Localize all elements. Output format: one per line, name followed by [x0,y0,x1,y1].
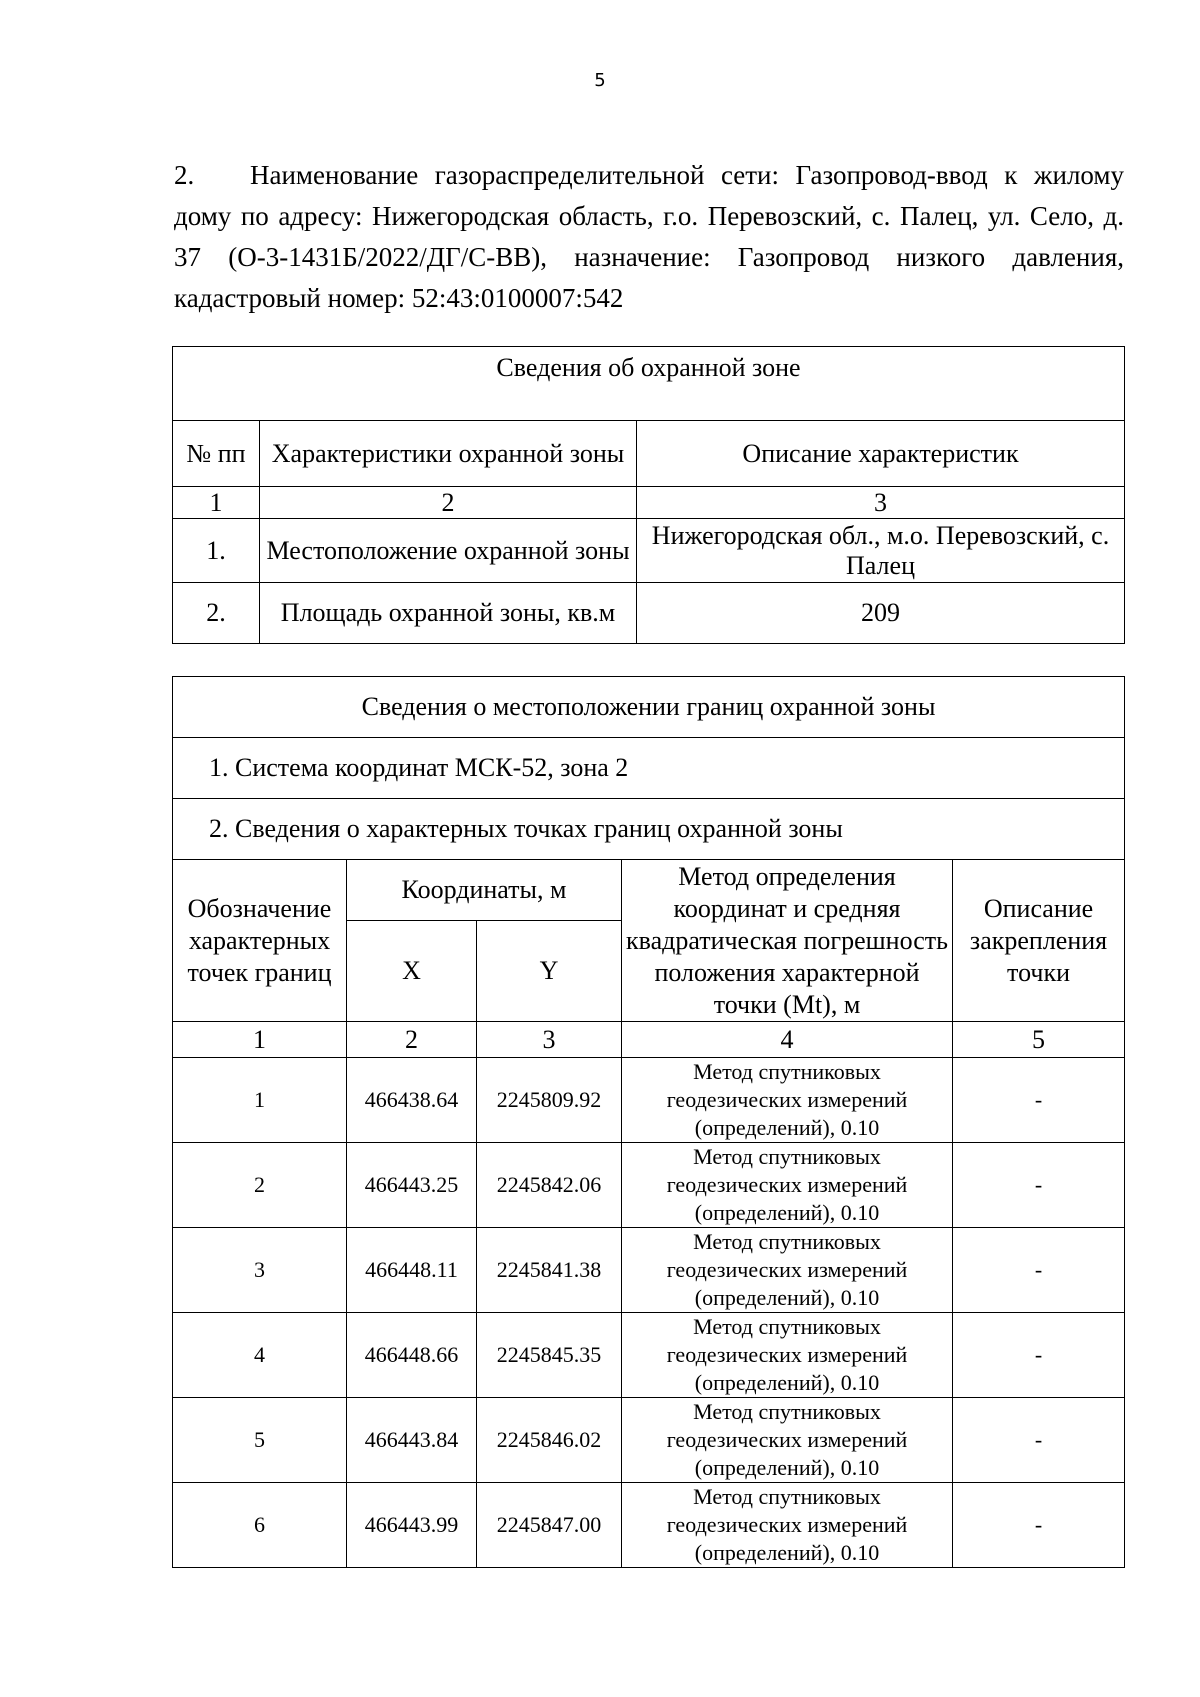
header-x: X [347,921,477,1022]
point-method: Метод спутниковых геодезических измерений (определений), 0.10 [622,1483,953,1568]
header-method: Метод определения координат и средняя квадратическая погрешность положения характерной точки (Mt), м [622,860,953,1022]
point-x: 466443.84 [347,1398,477,1483]
point-description: - [953,1313,1125,1398]
intro-text: Наименование газораспределительной сети: Газопровод-ввод к жилому дому по адресу: Нижегородская область, г.о. Перевозский, с. Палец, ул. Село, д. 37 (О-3-1431Б/2022/ДГ/С-ВВ), назначение: Газопровод низкого давления, кадастровый номер: 52:43:0100007:542 [174,160,1124,313]
intro-paragraph [174,155,1124,319]
point-y: 2245847.00 [477,1483,622,1568]
point-id: 5 [173,1398,347,1483]
boundary-col-number: 5 [953,1022,1125,1058]
boundary-col-number: 3 [477,1022,622,1058]
zone-header-number: № пп [173,421,260,487]
table-row [173,1143,1125,1228]
point-y: 2245841.38 [477,1228,622,1313]
boundary-table-title: Сведения о местоположении границ охранной зоны [173,677,1125,738]
header-description: Описание закрепления точки [953,860,1125,1022]
boundary-points-table [172,676,1125,1568]
boundary-col-number: 2 [347,1022,477,1058]
point-id: 1 [173,1058,347,1143]
point-method: Метод спутниковых геодезических измерений (определений), 0.10 [622,1058,953,1143]
table-row [173,1228,1125,1313]
point-description: - [953,1483,1125,1568]
point-description: - [953,1143,1125,1228]
point-method: Метод спутниковых геодезических измерений (определений), 0.10 [622,1228,953,1313]
point-id: 4 [173,1313,347,1398]
point-id: 2 [173,1143,347,1228]
table-row [173,1058,1125,1143]
point-description: - [953,1058,1125,1143]
coordinate-system-line: 1. Система координат МСК-52, зона 2 [173,738,1125,799]
table-row [173,1483,1125,1568]
protection-zone-table [172,346,1125,644]
header-coordinates: Координаты, м [347,860,622,921]
point-x: 466448.66 [347,1313,477,1398]
point-y: 2245845.35 [477,1313,622,1398]
point-y: 2245842.06 [477,1143,622,1228]
intro-number: 2. [174,160,195,190]
point-x: 466443.99 [347,1483,477,1568]
zone-header-characteristics: Характеристики охранной зоны [260,421,637,487]
point-method: Метод спутниковых геодезических измерений (определений), 0.10 [622,1143,953,1228]
zone-row-value: 209 [637,583,1125,644]
point-method: Метод спутниковых геодезических измерений (определений), 0.10 [622,1313,953,1398]
point-method: Метод спутниковых геодезических измерений (определений), 0.10 [622,1398,953,1483]
table-row [173,1313,1125,1398]
zone-header-description: Описание характеристик [637,421,1125,487]
table-row [173,519,1125,583]
point-y: 2245809.92 [477,1058,622,1143]
point-description: - [953,1398,1125,1483]
header-designation: Обозначение характерных точек границ [173,860,347,1022]
points-info-line: 2. Сведения о характерных точках границ охранной зоны [173,799,1125,860]
point-x: 466448.11 [347,1228,477,1313]
zone-row-number: 1. [173,519,260,583]
header-y: Y [477,921,622,1022]
zone-col-number: 1 [173,487,260,519]
point-x: 466438.64 [347,1058,477,1143]
zone-row-value: Нижегородская обл., м.о. Перевозский, с. Палец [637,519,1125,583]
boundary-col-number: 4 [622,1022,953,1058]
point-description: - [953,1228,1125,1313]
point-y: 2245846.02 [477,1398,622,1483]
boundary-col-number: 1 [173,1022,347,1058]
zone-col-number: 2 [260,487,637,519]
point-id: 6 [173,1483,347,1568]
zone-row-name: Местоположение охранной зоны [260,519,637,583]
zone-col-number: 3 [637,487,1125,519]
zone-table-title: Сведения об охранной зоне [173,347,1125,421]
page-number: 5 [594,70,606,91]
table-row [173,1398,1125,1483]
point-id: 3 [173,1228,347,1313]
point-x: 466443.25 [347,1143,477,1228]
zone-row-number: 2. [173,583,260,644]
table-row [173,583,1125,644]
zone-row-name: Площадь охранной зоны, кв.м [260,583,637,644]
